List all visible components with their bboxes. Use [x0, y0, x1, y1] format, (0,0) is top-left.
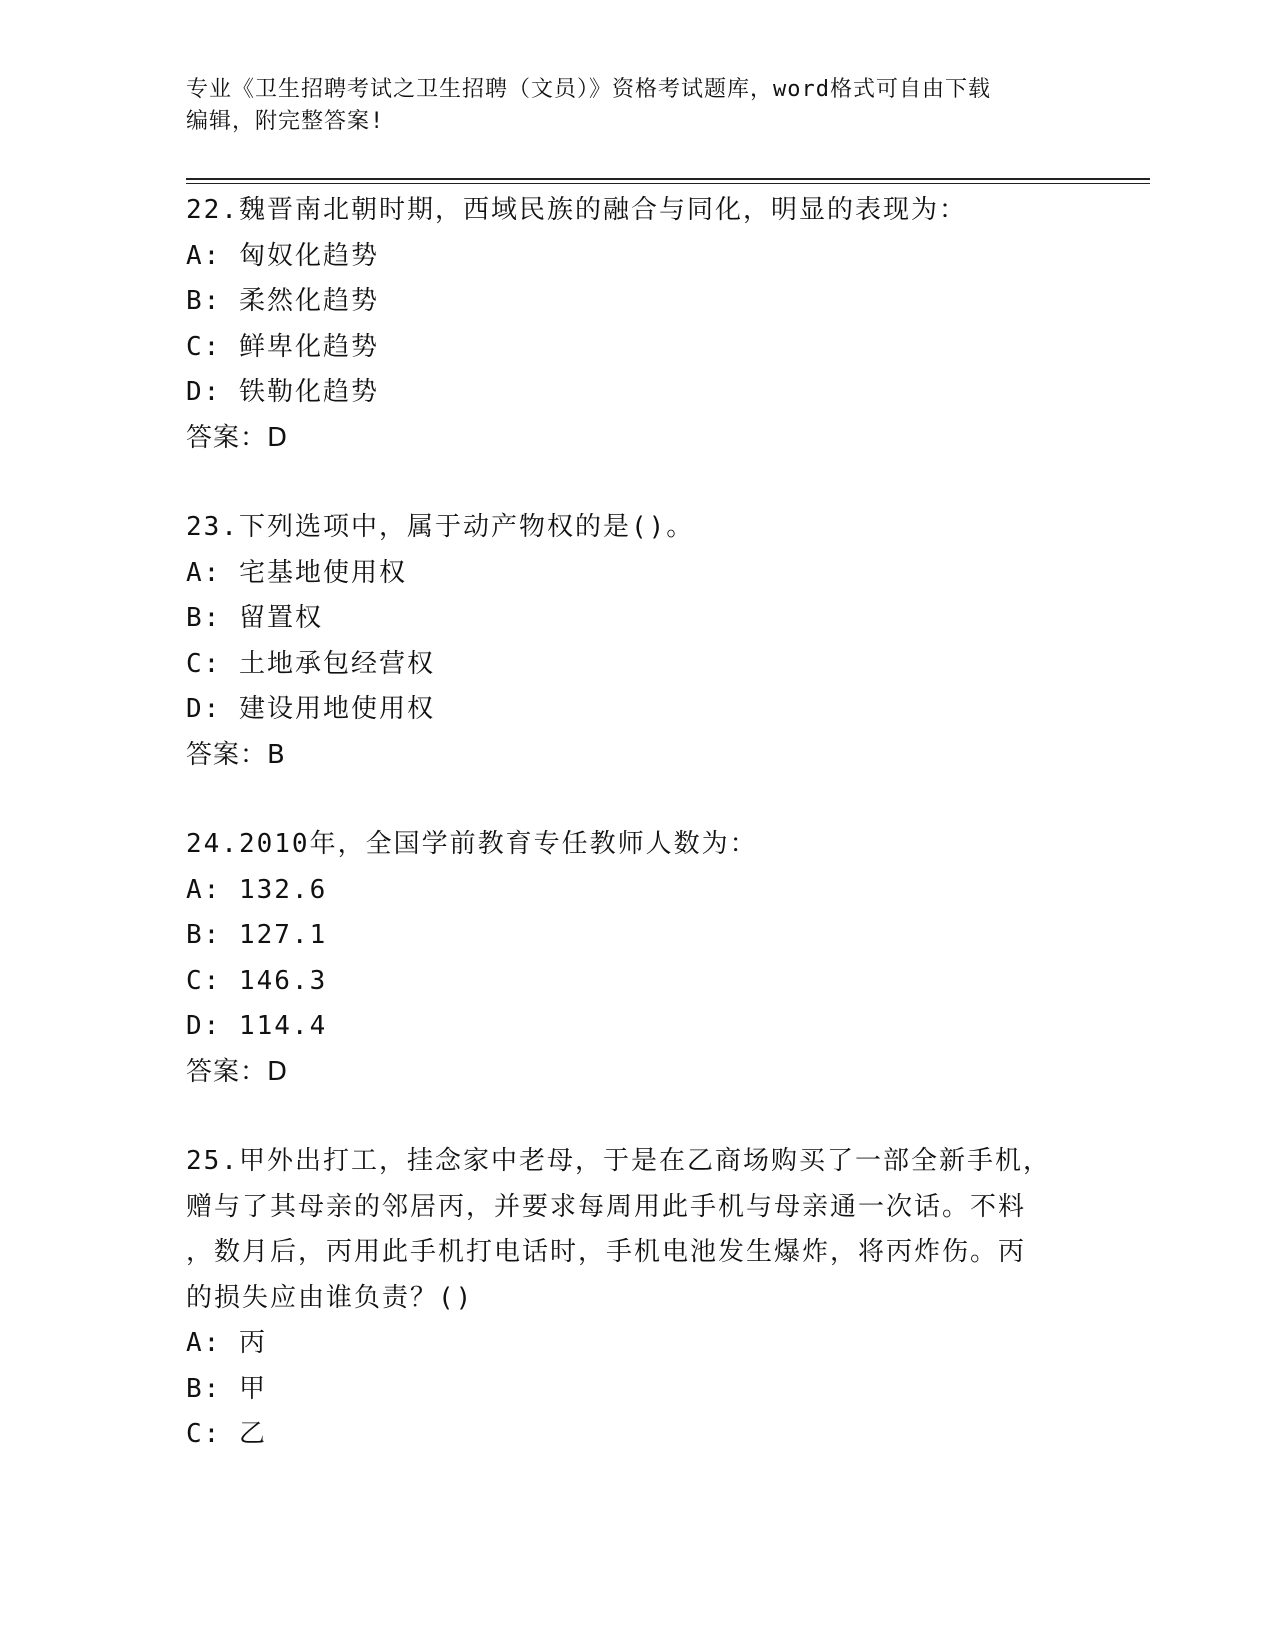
option-d: D: 铁勒化趋势 — [186, 377, 379, 407]
header-line-2: 编辑，附完整答案! — [186, 109, 385, 134]
option-b: B: 127.1 — [186, 920, 328, 950]
option-a: A: 丙 — [186, 1328, 267, 1358]
option-c: C: 鲜卑化趋势 — [186, 331, 379, 362]
question-text: 23.下列选项中，属于动产物权的是()。 — [186, 512, 695, 542]
option-b: B: 甲 — [186, 1373, 267, 1404]
option-b: B: 留置权 — [186, 603, 323, 633]
answer: 答案：D — [186, 1056, 289, 1087]
question-22 — [186, 188, 1066, 461]
option-c: C: 146.3 — [186, 965, 328, 996]
question-list — [186, 188, 1066, 1502]
option-a: A: 匈奴化趋势 — [186, 240, 379, 271]
answer: 答案：D — [186, 422, 289, 453]
question-25 — [186, 1139, 1066, 1458]
option-b: B: 柔然化趋势 — [186, 286, 379, 316]
question-23 — [186, 505, 1066, 778]
question-text: 22.魏晋南北朝时期，西域民族的融合与同化，明显的表现为： — [186, 195, 967, 225]
option-d: D: 建设用地使用权 — [186, 694, 435, 724]
question-text-line-4: 的损失应由谁负责？() — [186, 1282, 474, 1313]
header-divider-thick — [186, 178, 1150, 180]
question-text: 24.2010年，全国学前教育专任教师人数为： — [186, 829, 758, 859]
option-c: C: 土地承包经营权 — [186, 648, 435, 679]
option-d: D: 114.4 — [186, 1011, 328, 1041]
answer: 答案：B — [186, 739, 286, 770]
question-text-line-3: ，数月后，丙用此手机打电话时，手机电池发生爆炸，将丙炸伤。丙 — [186, 1237, 1027, 1267]
option-a: A: 宅基地使用权 — [186, 557, 407, 588]
header-divider-thin — [186, 183, 1150, 184]
option-c: C: 乙 — [186, 1419, 267, 1449]
question-text-line-2: 赠与了其母亲的邻居丙，并要求每周用此手机与母亲通一次话。不料 — [186, 1191, 1027, 1222]
question-24 — [186, 822, 1066, 1095]
question-text-line-1: 25.甲外出打工，挂念家中老母，于是在乙商场购买了一部全新手机， — [186, 1146, 1051, 1176]
option-a: A: 132.6 — [186, 874, 328, 905]
header-line-1: 专业《卫生招聘考试之卫生招聘（文员）》资格考试题库，word格式可自由下载 — [186, 77, 991, 102]
document-header — [186, 74, 1066, 138]
